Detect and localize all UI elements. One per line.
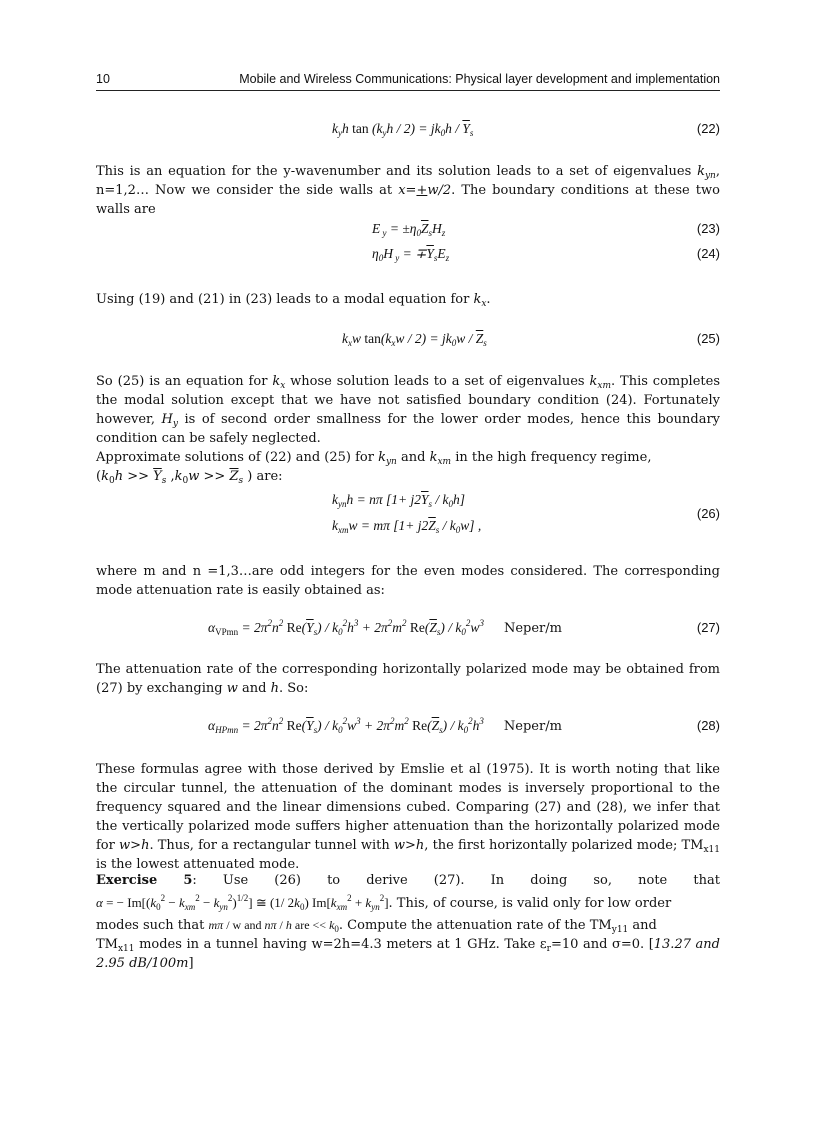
exercise-alpha-line: α = − $Im[(k_0^2 - k_{xm}^2 - k_{yn}^2)^{1/2}]$ ≅ (1/ $2k_0$) $Im[k_{xm}^2 + k_{yn}^2]$. This, of course, is valid only for low order <box>96 893 672 912</box>
exercise-first-line: Exercise 5: Use (26) to derive (27). In doing so, note that <box>96 873 720 888</box>
equation-24: $\eta_0H$ $_y = \mp\overline{Y}_sE_z$ (24) <box>372 246 720 263</box>
equation-number: (22) <box>696 121 720 136</box>
equation-22: $k_yh$ $\tan (k_yh / 2) = jk_0h / \overline{Y}_s$ (22) <box>332 121 720 138</box>
paragraph-3: So (25) is an equation for $k_x$ whose solution leads to a set of eigenvalues $k_{xm}$. This completes the modal solution except that we have not satisfied boundary condition (24). Fortunately however, $H_y$ is of second order smallness for the lower order modes, hence this boundary condition can be safely neglected. Approximate solutions of (22) and (25) for $k_{yn}$ and $k_{xm}$ in the high frequency regime, ($k_0h >> \overline{Y}_s$ $,k_0w >> \overline{Z}_s$ ) are: <box>96 374 720 486</box>
equation-number: (27) <box>696 620 720 635</box>
equation-number: (28) <box>696 718 720 733</box>
running-header <box>96 70 720 91</box>
equation-28: $\alpha_{HPmn} = 2\pi^2n^2$ $Re(\overline{Y}_s) / k_0^2w^3 + 2\pi^2m^2$ $Re(\overline{Z}_s) / k_0^2h^3$ Neper/m (28) <box>208 716 720 735</box>
equation-25: $k_xw$ $\tan(k_xw / 2) = jk_0w / \overline{Z}_s$ (25) <box>342 331 720 348</box>
equation-number: (26) <box>696 506 720 521</box>
equation-27: $\alpha_{VPmn} = 2\pi^2n^2$ $Re(\overline{Y}_s) / k_0^2h^3 + 2\pi^2m^2$ $Re(\overline{Z}_s) / k_0^2w^3$ Neper/m (27) <box>208 618 720 637</box>
exercise-5 <box>96 871 720 973</box>
book-title: Mobile and Wireless Communications: Physical layer development and implementation <box>239 72 720 86</box>
paragraph-5: The attenuation rate of the corresponding horizontally polarized mode may be obtained from (27) by exchanging w and h. So: <box>96 662 720 696</box>
paragraph-4: where m and n =1,3…are odd integers for the even modes considered. The corresponding mode attenuation rate is easily obtained as: <box>96 564 720 598</box>
paragraph-1: This is an equation for the y-wavenumber and its solution leads to a set of eigenvalues $k_{yn}$, n=1,2… Now we consider the side walls at x=+w/2. The boundary conditions at these two walls are <box>96 164 720 217</box>
paragraph-2: Using (19) and (21) in (23) leads to a modal equation for $k_x$. <box>96 292 491 309</box>
equation-number: (23) <box>696 221 720 236</box>
equation-number: (24) <box>696 246 720 261</box>
equation-26: $k_{yn}h = n\pi$ $[1+ j2\overline{Y}_s / k_0h]$ $k_{xm}w = m\pi$ $[1+ j2\overline{Z}_s / k_0w]$ , (26) <box>332 492 720 535</box>
exercise-answer: 13.27 and 2.95 dB/100m <box>96 937 720 971</box>
page-number: 10 <box>96 72 110 86</box>
paragraph-6: These formulas agree with those derived by Emslie et al (1975). It is worth noting that like the circular tunnel, the attenuation of the dominant modes is inversely proportional to the frequency squared and the linear dimensions cubed. Comparing (27) and (28), we infer that the vertically polarized mode suffers higher attenuation than the horizontally polarized mode for w>h. Thus, for a rectangular tunnel with w>h, the first horizontally polarized mode; $TM_{x11}$ is the lowest attenuated mode. <box>96 762 721 872</box>
equation-23: E $_y = \pm\eta_0\overline{Z}_sH_z$ (23) <box>372 221 720 238</box>
equation-number: (25) <box>696 331 720 346</box>
exercise-mode-line: modes such that mπ / w and nπ / h are << $k_0$. Compute the attenuation rate of the $TM_{y11}$ and $TM_{x11}$ modes in a tunnel having w=2h=4.3 meters at 1 GHz. Take $\varepsilon_r=10$ and σ=0. [13.27 and 2.95 dB/100m] <box>96 918 720 971</box>
